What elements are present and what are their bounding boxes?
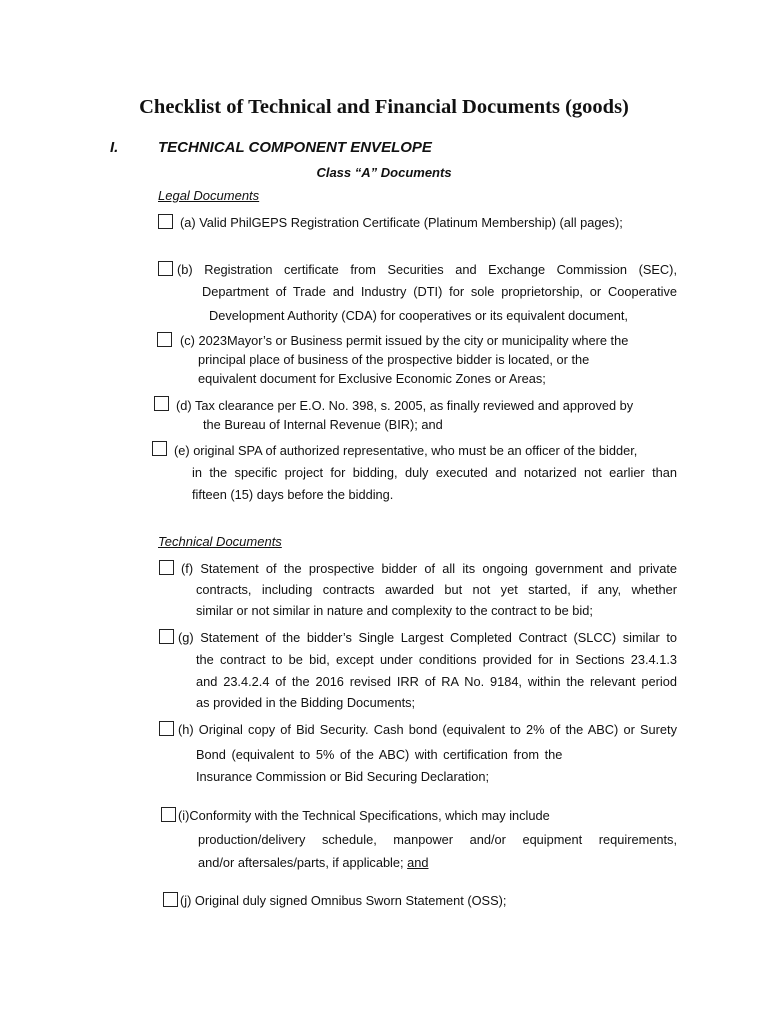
- checkbox-h[interactable]: [159, 721, 174, 736]
- legal-documents-heading: Legal Documents: [158, 188, 260, 203]
- item-i-line-3-text: and/or aftersales/parts, if applicable;: [198, 855, 404, 870]
- document-title: Checklist of Technical and Financial Documents (goods): [139, 96, 629, 118]
- section-number: I.: [110, 139, 119, 156]
- item-e-line-2: in the specific project for bidding, duly executed and notarized not earlier than: [192, 465, 677, 480]
- checkbox-c[interactable]: [157, 332, 172, 347]
- item-g-line-2: the contract to be bid, except under conditions provided for in Sections 23.4.1.3: [196, 652, 677, 667]
- item-f-line-2: contracts, including contracts awarded but not yet started, if any, whether: [196, 582, 677, 597]
- item-i-line-3: [198, 855, 429, 871]
- item-e-line-1: (e) original SPA of authorized representative, who must be an officer of the bidder,: [174, 443, 638, 458]
- class-heading: Class “A” Documents: [316, 165, 452, 180]
- checkbox-e[interactable]: [152, 441, 167, 456]
- item-a-line-1: (a) Valid PhilGEPS Registration Certificate (Platinum Membership) (all pages);: [180, 215, 623, 230]
- item-e-line-3: fifteen (15) days before the bidding.: [192, 487, 394, 502]
- item-g-line-4: as provided in the Bidding Documents;: [196, 695, 416, 710]
- item-b-line-1: (b) Registration certificate from Securities and Exchange Commission (SEC),: [177, 262, 677, 277]
- item-f-line-3: similar or not similar in nature and complexity to the contract to be bid;: [196, 603, 593, 618]
- checkbox-j[interactable]: [163, 892, 178, 907]
- technical-documents-heading: Technical Documents: [158, 534, 282, 549]
- checkbox-i[interactable]: [161, 807, 176, 822]
- item-c-line-3: equivalent document for Exclusive Economic Zones or Areas;: [198, 371, 546, 386]
- section-title: TECHNICAL COMPONENT ENVELOPE: [158, 139, 432, 156]
- item-b-line-3: Development Authority (CDA) for cooperatives or its equivalent document,: [209, 308, 628, 323]
- item-b-line-2: Department of Trade and Industry (DTI) for sole proprietorship, or Cooperative: [202, 284, 677, 299]
- item-d-line-1: (d) Tax clearance per E.O. No. 398, s. 2005, as finally reviewed and approved by: [176, 398, 634, 413]
- item-h-line-2: Bond (equivalent to 5% of the ABC) with certification from the: [196, 747, 563, 762]
- checkbox-g[interactable]: [159, 629, 174, 644]
- item-c-line-1: (c) 2023Mayor’s or Business permit issued by the city or municipality where the: [180, 333, 629, 348]
- item-h-line-3: Insurance Commission or Bid Securing Declaration;: [196, 769, 490, 784]
- checkbox-a[interactable]: [158, 214, 173, 229]
- item-h-line-1: (h) Original copy of Bid Security. Cash bond (equivalent to 2% of the ABC) or Surety: [178, 722, 677, 737]
- item-g-line-3: and 23.4.2.4 of the 2016 revised IRR of RA No. 9184, within the relevant period: [196, 674, 677, 689]
- item-j-line-1: (j) Original duly signed Omnibus Sworn Statement (OSS);: [180, 893, 507, 908]
- item-i-line-2: production/delivery schedule, manpower and/or equipment requirements,: [198, 832, 677, 847]
- item-i-line-1: (i)Conformity with the Technical Specifications, which may include: [178, 808, 550, 823]
- checkbox-f[interactable]: [159, 560, 174, 575]
- item-g-line-1: (g) Statement of the bidder’s Single Largest Completed Contract (SLCC) similar to: [178, 630, 677, 645]
- checkbox-b[interactable]: [158, 261, 173, 276]
- item-c-line-2: principal place of business of the prospective bidder is located, or the: [198, 352, 590, 367]
- item-d-line-2: the Bureau of Internal Revenue (BIR); and: [203, 417, 443, 432]
- item-f-line-1: (f) Statement of the prospective bidder of all its ongoing government and private: [181, 561, 677, 576]
- item-i-and: and: [407, 855, 429, 870]
- checkbox-d[interactable]: [154, 396, 169, 411]
